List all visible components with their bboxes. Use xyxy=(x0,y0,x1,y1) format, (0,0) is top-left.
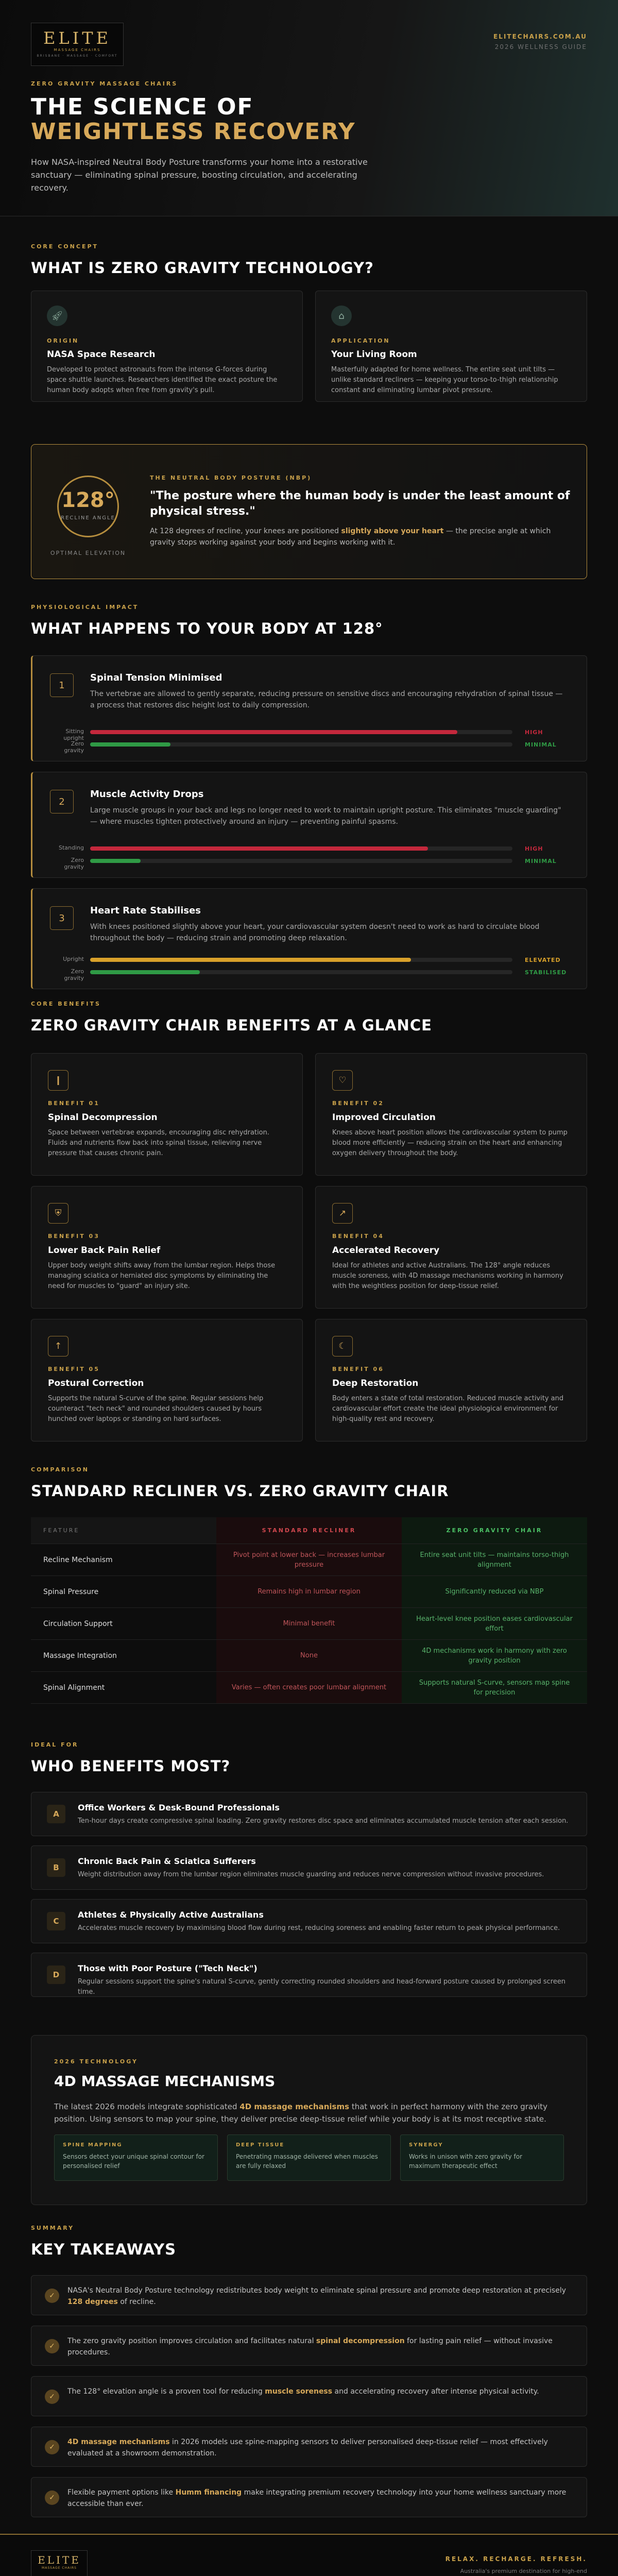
benefit-text: Upper body weight shifts away from the lumbar region. Helps those managing sciatica or herniated disc symptoms by eliminating the need for muscles to "guard" an injury site. xyxy=(48,1262,276,1290)
bar-tag: STABILISED xyxy=(525,969,567,976)
cell-zero-gravity: Heart-level knee position eases cardiovascular effort xyxy=(402,1608,587,1639)
summary-header xyxy=(31,2225,176,2258)
bar-row xyxy=(32,857,573,870)
audience-text: Weight distribution away from the lumbar region eliminates muscle guarding and reduces nerve compression without invasive procedures. xyxy=(78,1871,544,1878)
audience-text: Ten-hour days create compressive spinal loading. Zero gravity restores disc space and eliminates accumulated muscle tension after each session. xyxy=(78,1817,569,1825)
benefit-card xyxy=(315,1319,587,1442)
brand-logo[interactable] xyxy=(31,23,124,66)
takeaway-item xyxy=(31,2326,587,2366)
takeaway-text: The 128° elevation angle is a proven tool for reducing muscle soreness and accelerating recovery after intense physical activity. xyxy=(67,2387,539,2396)
bar-label: Sitting upright xyxy=(63,728,84,741)
bar-row xyxy=(32,968,573,981)
concept-eyebrow: CORE CONCEPT xyxy=(31,243,99,250)
benefit-title: Improved Circulation xyxy=(332,1112,436,1123)
col-feature: FEATURE xyxy=(43,1527,80,1534)
spine-icon: ❙ xyxy=(48,1070,68,1091)
check-icon: ✓ xyxy=(45,2490,59,2505)
audience-text: Regular sessions support the spine's natural S-curve, gently correcting rounded shoulders and head-forward posture caused by prolonged screen time. xyxy=(78,1978,566,1996)
brand-subtitle: MASSAGE CHAIRS xyxy=(54,48,101,52)
recline-angle-label: RECLINE ANGLE xyxy=(61,515,115,521)
tech-text: The latest 2026 models integrate sophisticated 4D massage mechanisms that work in perfect harmony with the zero gravity position. Using sensors to map your spine, they deliver precise deep-tissue relief while your body is at its most receptive state. xyxy=(54,2102,547,2124)
takeaway-highlight: 4D massage mechanisms xyxy=(67,2438,170,2446)
benefit-card xyxy=(31,1053,303,1176)
takeaway-item xyxy=(31,2275,587,2315)
comparison-table xyxy=(31,1517,587,1704)
nbp-eyebrow: THE NEUTRAL BODY POSTURE (NBP) xyxy=(150,474,312,481)
brand-tagline: BRISBANE · MASSAGE · COMFORT xyxy=(37,54,118,58)
benefit-label: BENEFIT 06 xyxy=(332,1366,384,1372)
mini-synergy: SYNERGY Works in unison with zero gravity for maximum therapeutic effect xyxy=(400,2134,564,2181)
benefits-eyebrow: CORE BENEFITS xyxy=(31,1001,101,1007)
effect-card xyxy=(31,655,587,761)
benefit-title: Postural Correction xyxy=(48,1378,144,1388)
impact-title: WHAT HAPPENS TO YOUR BODY AT 128° xyxy=(31,620,383,637)
bar-row xyxy=(32,844,573,853)
bar-fill xyxy=(90,742,170,747)
trend-up-icon: ↗ xyxy=(332,1203,353,1224)
arrow-up-icon: ↑ xyxy=(48,1336,68,1357)
bar-tag: MINIMAL xyxy=(525,741,557,748)
summary-title: KEY TAKEAWAYS xyxy=(31,2241,177,2258)
takeaway-text: NASA's Neutral Body Posture technology redistributes body weight to eliminate spinal pressure and promote deep restoration at precisely 128 degrees of recline. xyxy=(67,2286,566,2306)
takeaway-text: 4D massage mechanisms in 2026 models use spine-mapping sensors to deliver personalised deep-tissue relief — most effectively evaluated at a showroom demonstration. xyxy=(67,2438,548,2458)
table-row xyxy=(31,1640,587,1672)
hero-title-line2: WEIGHTLESS RECOVERY xyxy=(31,118,356,145)
audience-item xyxy=(31,1899,587,1943)
hero-title-line1: THE SCIENCE OF xyxy=(31,94,254,120)
benefit-text: Knees above heart position allows the cardiovascular system to pump blood more efficiently — reducing strain on the heart and enhancing oxygen delivery throughout the body. xyxy=(332,1129,568,1157)
takeaway-highlight: 128 degrees xyxy=(67,2298,118,2306)
comparison-header-row xyxy=(31,1517,587,1544)
table-row xyxy=(31,1544,587,1576)
benefit-text: Body enters a state of total restoration. Reduced muscle activity and cardiovascular effort create the ideal physiological environment for high-quality rest and recovery. xyxy=(332,1395,564,1423)
application-title: Your Living Room xyxy=(331,349,417,360)
effect-card xyxy=(31,772,587,878)
hero-section xyxy=(0,0,618,216)
impact-header xyxy=(31,604,383,637)
effect-number: 2 xyxy=(50,790,74,814)
site-link[interactable]: ELITECHAIRS.COM.AU xyxy=(493,33,587,40)
moon-icon: ☾ xyxy=(332,1336,353,1357)
home-icon: ⌂ xyxy=(331,306,352,326)
hero-eyebrow: ZERO GRAVITY MASSAGE CHAIRS xyxy=(31,80,178,87)
effect-text: With knees positioned slightly above your heart, your cardiovascular system doesn't need to work as hard to circulate blood throughout the body — reducing strain and promoting deep relaxation. xyxy=(90,923,540,942)
tech-title: 4D MASSAGE MECHANISMS xyxy=(54,2073,276,2090)
table-row xyxy=(31,1576,587,1608)
audience-item xyxy=(31,1792,587,1836)
bar-track xyxy=(90,846,512,851)
origin-text: Developed to protect astronauts from the intense G-forces during space shuttle launches. Researchers identified the exact posture the human body adopts when free from gravity's pull. xyxy=(47,366,278,394)
bar-row xyxy=(32,956,573,964)
benefit-title: Lower Back Pain Relief xyxy=(48,1245,161,1256)
recline-angle-value: 128° xyxy=(61,488,115,512)
effect-title: Heart Rate Stabilises xyxy=(90,905,201,916)
footer-line1: Australia's premium destination for high-end xyxy=(460,2568,587,2574)
table-row xyxy=(31,1672,587,1704)
audience-title: Those with Poor Posture ("Tech Neck") xyxy=(78,1963,258,1973)
audience-title: Office Workers & Desk-Bound Professionals xyxy=(78,1803,280,1812)
audience-title: Chronic Back Pain & Sciatica Sufferers xyxy=(78,1856,256,1866)
effect-card xyxy=(31,888,587,989)
concept-title: WHAT IS ZERO GRAVITY TECHNOLOGY? xyxy=(31,259,374,277)
bar-fill xyxy=(90,846,428,851)
mini-deep-tissue: DEEP TISSUE Penetrating massage delivered when muscles are fully relaxed xyxy=(227,2134,391,2181)
origin-title: NASA Space Research xyxy=(47,349,156,360)
footer-tagline-block xyxy=(445,2555,587,2576)
benefit-card xyxy=(31,1319,303,1442)
check-icon: ✓ xyxy=(45,2440,59,2454)
cell-standard: None xyxy=(216,1640,402,1671)
bar-track xyxy=(90,730,512,734)
ideal-title: WHO BENEFITS MOST? xyxy=(31,1757,231,1775)
bar-track xyxy=(90,742,512,747)
bar-fill xyxy=(90,859,141,863)
footer xyxy=(0,2534,618,2576)
cell-feature: Massage Integration xyxy=(43,1651,117,1660)
ideal-eyebrow: IDEAL FOR xyxy=(31,1741,79,1748)
benefit-label: BENEFIT 04 xyxy=(332,1233,384,1240)
origin-card xyxy=(31,291,303,402)
benefit-text: Supports the natural S-curve of the spine. Regular sessions help counteract "tech neck" and rounded shoulders caused by hours hunched over laptops or standing on hard surfaces. xyxy=(48,1395,264,1423)
tech-highlight: 4D massage mechanisms xyxy=(239,2102,350,2111)
bar-fill xyxy=(90,958,411,962)
check-icon: ✓ xyxy=(45,2339,59,2353)
header-meta xyxy=(493,33,587,50)
benefit-title: Spinal Decompression xyxy=(48,1112,158,1123)
massage-tech-panel xyxy=(31,2035,587,2205)
cell-feature: Circulation Support xyxy=(43,1619,113,1628)
mini-spine-mapping: SPINE MAPPING Sensors detect your unique spinal contour for personalised relief xyxy=(54,2134,218,2181)
bar-tag: HIGH xyxy=(525,729,543,736)
cell-feature: Spinal Pressure xyxy=(43,1587,99,1596)
benefit-text: Space between vertebrae expands, encouraging disc rehydration. Fluids and nutrients flow back into spinal tissue, relieving nerve pressure that causes chronic pain. xyxy=(48,1129,270,1157)
benefit-title: Deep Restoration xyxy=(332,1378,419,1388)
recline-angle-dial xyxy=(57,476,119,537)
audience-letter: D xyxy=(47,1965,65,1984)
effect-number: 3 xyxy=(50,906,74,930)
bar-tag: HIGH xyxy=(525,845,543,852)
application-card xyxy=(315,291,587,402)
effect-title: Muscle Activity Drops xyxy=(90,789,204,800)
cell-zero-gravity: Significantly reduced via NBP xyxy=(402,1576,587,1607)
audience-item xyxy=(31,1953,587,1997)
audience-letter: C xyxy=(47,1912,65,1930)
bar-fill xyxy=(90,970,200,974)
table-row xyxy=(31,1608,587,1640)
takeaway-item xyxy=(31,2427,587,2467)
guide-label: 2026 WELLNESS GUIDE xyxy=(494,43,587,50)
benefit-card xyxy=(315,1053,587,1176)
brand-name: ELITE xyxy=(43,28,111,48)
bar-label: Zero gravity xyxy=(64,857,84,870)
cell-zero-gravity: 4D mechanisms work in harmony with zero gravity position xyxy=(402,1640,587,1671)
takeaway-highlight: muscle soreness xyxy=(265,2387,333,2396)
bar-track xyxy=(90,859,512,863)
nbp-text: At 128 degrees of recline, your knees are positioned slightly above your heart — the precise angle at which gravity stops working against your body and begins working with it. xyxy=(150,527,551,547)
ideal-header xyxy=(31,1741,230,1775)
shield-icon: ⛨ xyxy=(48,1203,68,1224)
comparison-header xyxy=(31,1466,449,1500)
col-zero-gravity: ZERO GRAVITY CHAIR xyxy=(402,1517,587,1544)
bar-row xyxy=(32,728,573,741)
hero-intro: How NASA-inspired Neutral Body Posture transforms your home into a restorative sanctuary — eliminating spinal pressure, boosting circulation, and accelerating recovery. xyxy=(31,157,368,193)
comparison-title: STANDARD RECLINER VS. ZERO GRAVITY CHAIR xyxy=(31,1482,449,1500)
nbp-quote: "The posture where the human body is under the least amount of physical stress." xyxy=(150,489,570,518)
benefit-card xyxy=(31,1186,303,1309)
effect-title: Spinal Tension Minimised xyxy=(90,672,222,683)
heart-icon: ♡ xyxy=(332,1070,353,1091)
bar-label: Zero gravity xyxy=(64,968,84,981)
takeaway-highlight: spinal decompression xyxy=(316,2337,405,2345)
application-text: Masterfully adapted for home wellness. The entire seat unit tilts — unlike standard recliners — keeping your torso-to-thigh relationship constant and eliminating lumbar pivot pressure. xyxy=(331,366,558,394)
benefit-title: Accelerated Recovery xyxy=(332,1245,440,1256)
hero-title xyxy=(31,95,356,144)
effect-text: The vertebrae are allowed to gently separate, reducing pressure on sensitive discs and encouraging rehydration of spinal tissue — a process that restores disc height lost to daily compression. xyxy=(90,690,563,709)
benefit-label: BENEFIT 02 xyxy=(332,1100,384,1107)
bar-fill xyxy=(90,730,457,734)
comparison-eyebrow: COMPARISON xyxy=(31,1466,89,1473)
neutral-body-posture-panel xyxy=(31,444,587,579)
benefits-title: ZERO GRAVITY CHAIR BENEFITS AT A GLANCE xyxy=(31,1016,432,1034)
tech-eyebrow: 2026 TECHNOLOGY xyxy=(54,2058,139,2065)
benefit-text: Ideal for athletes and active Australians. The 128° angle reduces muscle soreness, with 4D massage mechanisms working in harmony with the weightless position for deep-tissue relief. xyxy=(332,1262,563,1290)
takeaway-text: The zero gravity position improves circulation and facilitates natural spinal decompression for lasting pain relief — without invasive procedures. xyxy=(67,2337,553,2357)
bar-tag: MINIMAL xyxy=(525,858,557,865)
takeaway-item xyxy=(31,2477,587,2517)
audience-text: Accelerates muscle recovery by maximising blood flow during rest, reducing soreness and enabling faster return to peak physical performance. xyxy=(78,1924,560,1932)
audience-item xyxy=(31,1845,587,1890)
check-icon: ✓ xyxy=(45,2389,59,2404)
bar-label: Upright xyxy=(63,956,84,962)
benefit-label: BENEFIT 05 xyxy=(48,1366,100,1372)
cell-feature: Recline Mechanism xyxy=(43,1555,113,1564)
optimal-elevation-caption: OPTIMAL ELEVATION xyxy=(50,550,126,556)
footer-logo[interactable]: ELITE MASSAGE CHAIRS xyxy=(31,2550,88,2576)
cell-feature: Spinal Alignment xyxy=(43,1683,105,1692)
effect-number: 1 xyxy=(50,673,74,697)
bar-track xyxy=(90,958,512,962)
nbp-highlight: slightly above your heart xyxy=(341,527,444,535)
takeaway-text: Flexible payment options like Humm financing make integrating premium recovery technology into your home wellness sanctuary more accessible than ever. xyxy=(67,2488,566,2508)
bar-track xyxy=(90,970,512,974)
cell-standard: Varies — often creates poor lumbar alignment xyxy=(216,1672,402,1703)
check-icon: ✓ xyxy=(45,2289,59,2303)
origin-label: ORIGIN xyxy=(47,337,79,344)
benefits-header xyxy=(31,1001,432,1034)
impact-eyebrow: PHYSIOLOGICAL IMPACT xyxy=(31,604,139,611)
takeaway-highlight: Humm financing xyxy=(175,2488,242,2497)
summary-eyebrow: SUMMARY xyxy=(31,2225,75,2231)
benefit-label: BENEFIT 03 xyxy=(48,1233,100,1240)
effect-text: Large muscle groups in your back and legs no longer need to work to maintain upright posture. This eliminates "muscle guarding" — where muscles tighten protectively around an injury — preventing painful spasms. xyxy=(90,806,561,826)
cell-standard: Minimal benefit xyxy=(216,1608,402,1639)
footer-tagline: RELAX. RECHARGE. REFRESH. xyxy=(445,2555,587,2563)
audience-title: Athletes & Physically Active Australians xyxy=(78,1910,264,1920)
audience-letter: A xyxy=(47,1805,65,1823)
bar-label: Zero gravity xyxy=(64,740,84,754)
benefit-label: BENEFIT 01 xyxy=(48,1100,100,1107)
cell-zero-gravity: Supports natural S-curve, sensors map spine for precision xyxy=(402,1672,587,1703)
benefit-card xyxy=(315,1186,587,1309)
bar-label: Standing xyxy=(58,844,84,851)
col-standard: STANDARD RECLINER xyxy=(216,1517,402,1544)
core-concept-section xyxy=(0,216,618,277)
cell-standard: Pivot point at lower back — increases lumbar pressure xyxy=(216,1544,402,1575)
audience-letter: B xyxy=(47,1858,65,1877)
application-label: APPLICATION xyxy=(331,337,390,344)
takeaway-item xyxy=(31,2376,587,2416)
bar-tag: ELEVATED xyxy=(525,957,561,963)
cell-zero-gravity: Entire seat unit tilts — maintains torso-thigh alignment xyxy=(402,1544,587,1575)
rocket-icon: 🚀︎ xyxy=(47,306,67,326)
bar-row xyxy=(32,740,573,754)
cell-standard: Remains high in lumbar region xyxy=(216,1576,402,1607)
